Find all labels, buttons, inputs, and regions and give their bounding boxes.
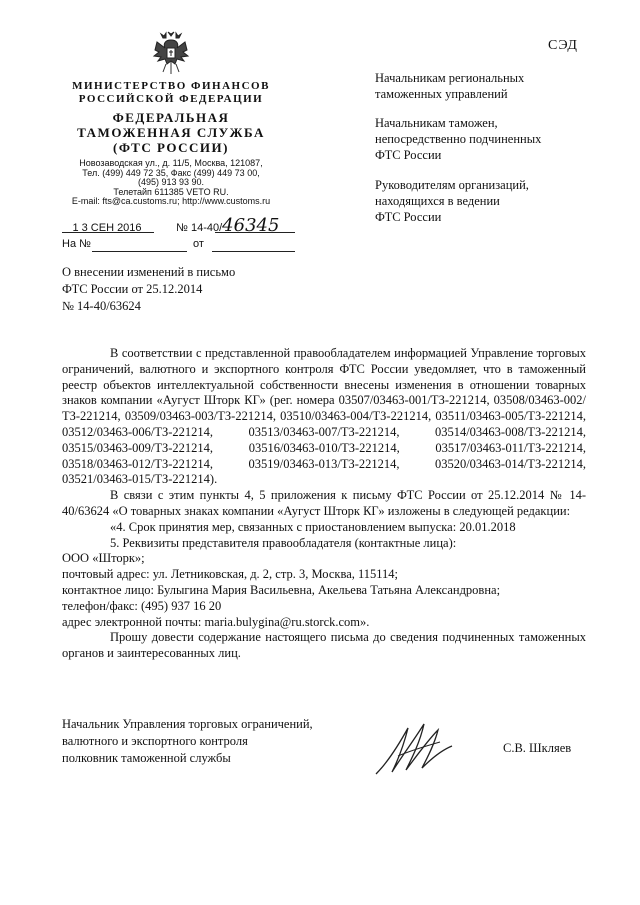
letter-body <box>62 346 586 662</box>
addressee-regional <box>375 70 575 102</box>
handwritten-signature-icon <box>368 716 486 780</box>
body-contact-person: контактное лицо: Булыгина Мария Васильевна, Акельева Татьяна Александровна; <box>62 582 501 597</box>
addressee-line: находящихся в ведении <box>375 194 500 208</box>
ot-label: от <box>193 238 204 250</box>
date-underline <box>62 232 154 233</box>
teletype-line: Телетайп 611385 VETO RU. <box>113 186 229 197</box>
addressee-line: Руководителям организаций, <box>375 178 529 192</box>
registration-number-handwritten: 46345 <box>222 215 280 236</box>
body-phone: телефон/факс: (495) 937 16 20 <box>62 598 222 613</box>
body-email: адрес электронной почты: maria.bulygina@ru.storck.com». <box>62 614 370 629</box>
registration-number-prefix: № 14-40/ <box>176 222 223 234</box>
addressee-line: ФТС России <box>375 148 442 162</box>
signatory-position-line: полковник таможенной службы <box>62 751 231 765</box>
address-line: Новозаводская ул., д. 11/5, Москва, 121087, <box>79 158 263 168</box>
addressee-line: Начальникам таможен, <box>375 116 498 130</box>
email-line: E-mail: fts@ca.customs.ru; http://www.customs.ru <box>71 196 271 206</box>
body-company: ООО «Шторк»; <box>62 551 145 566</box>
subject-line: ФТС России от 25.12.2014 <box>62 282 203 296</box>
subject-line: № 14-40/63624 <box>62 299 141 313</box>
body-paragraph-2: В связи с этим пункты 4, 5 приложения к письму ФТС России от 25.12.2014 № 14-40/63624 «О товарных знаках компании «Аугуст Шторк КГ» изложены в следующей редакции: <box>62 488 586 518</box>
body-item-4: «4. Срок принятия мер, связанных с приостановлением выпуска: 20.01.2018 <box>110 519 516 534</box>
addressee-organizations <box>375 177 575 225</box>
phone-line: Тел. (499) 449 72 35, Факс (499) 449 73 00, <box>82 167 260 178</box>
ot-underline <box>212 251 295 252</box>
service-name <box>60 110 282 155</box>
signatory-position <box>62 716 313 767</box>
body-paragraph-1: В соответствии с представленной правообладателем информацией Управление торговых ограничений, валютного и экспортного контроля ФТС России уведомляет, что в таможенный реестр объектов интеллектуальной собственности внесены изменения в отношении товарных знаков компании «Аугуст Шторк КГ» (рег. номера 03507/03463-001/ТЗ-221214, 03508/03463-002/ТЗ-221214, 03509/03463-003/ТЗ-221214, 03510/03463-004/ТЗ-221214, 03511/03463-005/ТЗ-221214, 03512/03463-006/ТЗ-221214, 03513/03463-007/ТЗ-221214, 03514/03463-008/ТЗ-221214, 03515/03463-009/ТЗ-221214, 03516/03463-010/ТЗ-221214, 03517/03463-011/ТЗ-221214, 03518/03463-012/ТЗ-221214, 03519/03463-013/ТЗ-221214, 03520/03463-014/ТЗ-221214, 03521/03463-015/ТЗ-221214). <box>62 346 586 487</box>
service-line-2: ТАМОЖЕННАЯ СЛУЖБА <box>77 125 265 140</box>
body-paragraph-final: Прошу довести содержание настоящего письма до сведения подчиненных таможенных органов и заинтересованных лиц. <box>62 630 586 661</box>
body-item-5: 5. Реквизиты представителя правообладателя (контактные лица): <box>110 535 457 550</box>
service-address <box>60 159 282 207</box>
addressee-line: Начальникам региональных <box>375 71 525 85</box>
coat-of-arms-emblem-icon <box>151 30 191 76</box>
ministry-name <box>60 80 282 106</box>
signatory-position-line: Начальник Управления торговых ограничений, <box>62 717 313 731</box>
signatory-position-line: валютного и экспортного контроля <box>62 734 248 748</box>
reference-line <box>62 238 204 250</box>
sed-mark: СЭД <box>548 38 578 53</box>
addressee-customs <box>375 115 575 163</box>
addressee-line: таможенных управлений <box>375 87 508 101</box>
ministry-line-1: МИНИСТЕРСТВО ФИНАНСОВ <box>72 80 270 92</box>
body-postal-address: почтовый адрес: ул. Летниковская, д. 2, стр. 3, Москва, 115114; <box>62 567 399 582</box>
addressee-line: непосредственно подчиненных <box>375 132 542 146</box>
service-line-1: ФЕДЕРАЛЬНАЯ <box>112 110 230 125</box>
number-underline <box>215 232 295 233</box>
addressee-line: ФТС России <box>375 210 442 224</box>
phone-line-2: (495) 913 93 90. <box>137 177 205 187</box>
ministry-line-2: РОССИЙСКОЙ ФЕДЕРАЦИИ <box>78 93 264 105</box>
service-line-3: (ФТС РОССИИ) <box>113 140 229 155</box>
na-label: На № <box>62 238 91 250</box>
na-underline <box>92 251 187 252</box>
subject-line: О внесении изменений в письмо <box>62 265 236 279</box>
letter-subject <box>62 264 235 315</box>
signatory-name: С.В. Шкляев <box>503 741 572 755</box>
registration-date: 1 3 СЕН 2016 <box>72 222 142 234</box>
